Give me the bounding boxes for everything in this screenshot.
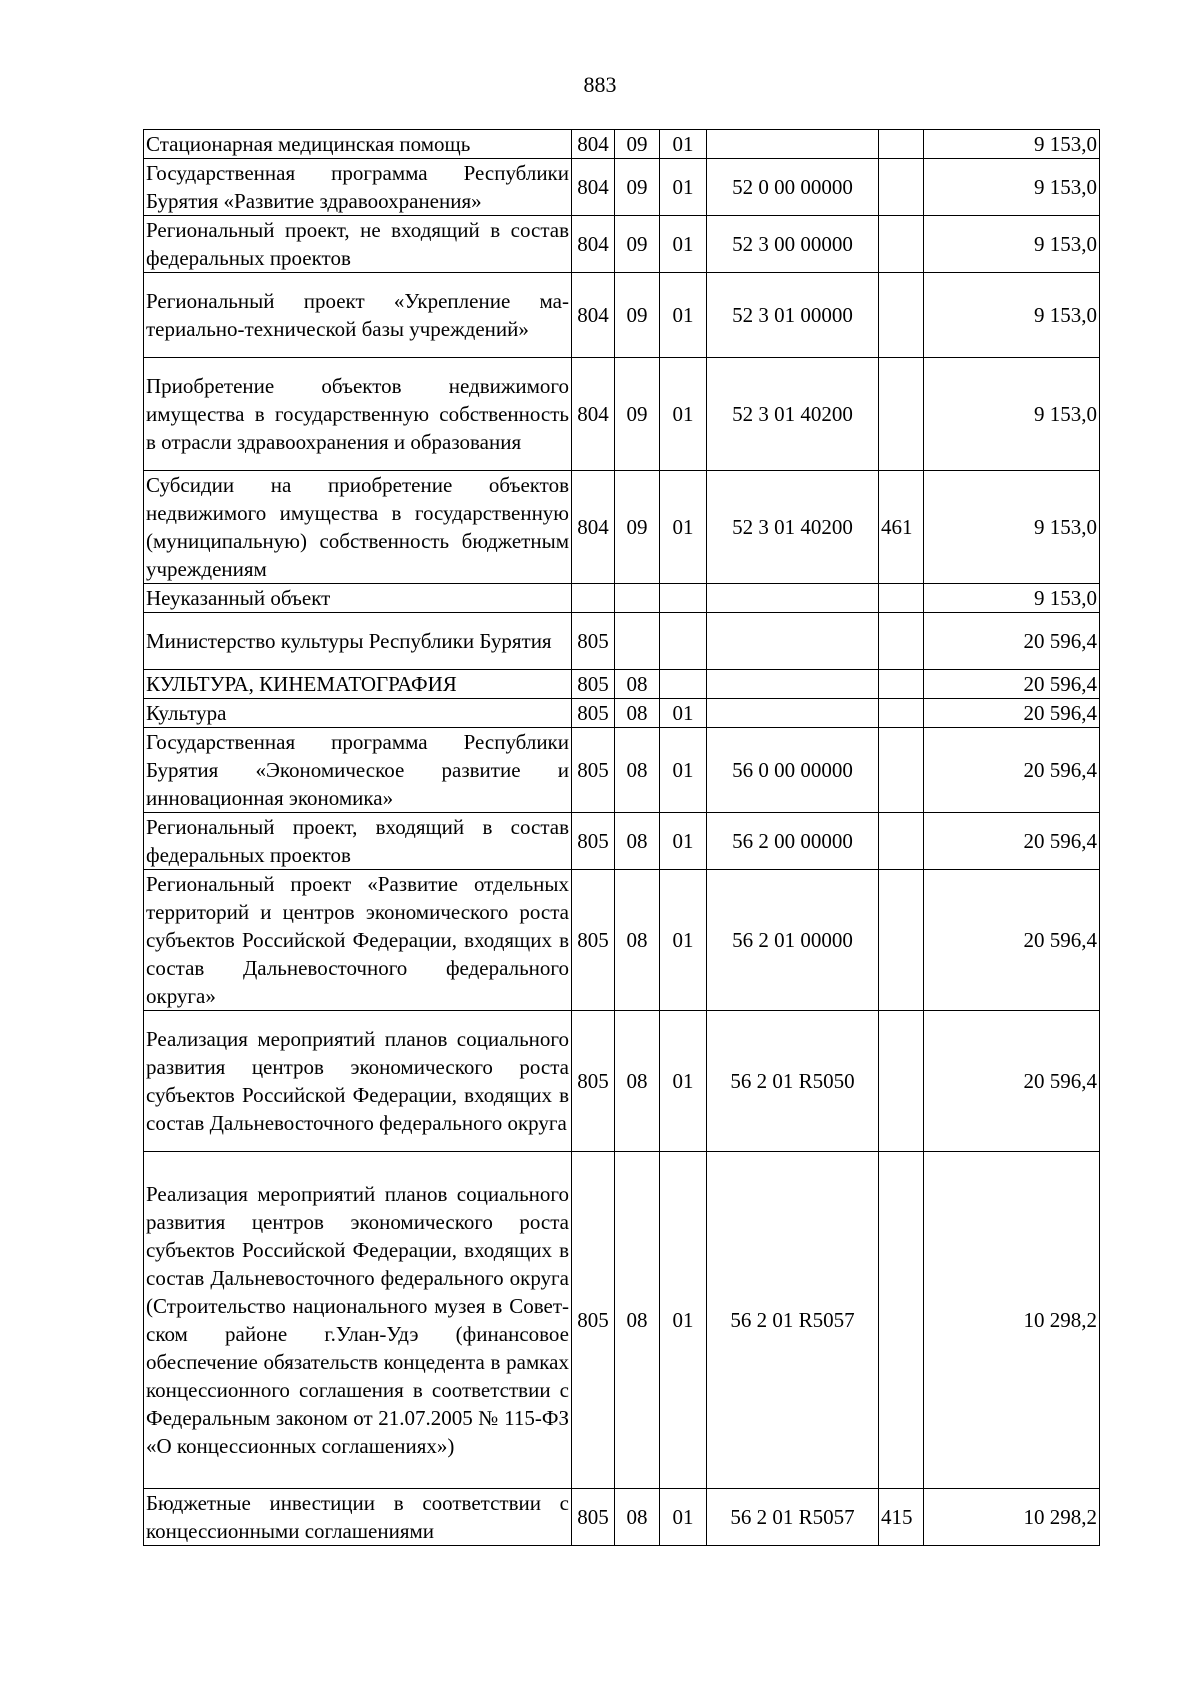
table-row (144, 613, 1100, 670)
amount: 10 298,2 (924, 1152, 1100, 1489)
ministry-code: 805 (572, 699, 615, 728)
ministry-code: 805 (572, 728, 615, 813)
amount: 20 596,4 (924, 813, 1100, 870)
row-name: Государственная программа Республики Бурятия «Развитие здравоохранения» (144, 159, 572, 216)
subsection-code: 01 (660, 1489, 707, 1546)
ministry-code: 805 (572, 1011, 615, 1152)
amount: 20 596,4 (924, 613, 1100, 670)
expense-kind (879, 670, 924, 699)
row-name: Стационарная медицинская помощь (144, 130, 572, 159)
ministry-code (572, 584, 615, 613)
section-code: 08 (615, 870, 660, 1011)
expense-kind (879, 1011, 924, 1152)
expense-kind: 461 (879, 471, 924, 584)
row-name: Бюджетные инвестиции в соответствии с концессионными соглашениями (144, 1489, 572, 1546)
table-row (144, 358, 1100, 471)
table-row (144, 273, 1100, 358)
budget-table-body (144, 130, 1100, 1546)
subsection-code (660, 613, 707, 670)
table-row (144, 728, 1100, 813)
target-article (707, 584, 879, 613)
row-name: Приобретение объектов недвижимого имущества в государственную собственность в отрасли здравоохранения и образования (144, 358, 572, 471)
target-article: 56 2 01 00000 (707, 870, 879, 1011)
amount: 20 596,4 (924, 670, 1100, 699)
page-number: 883 (583, 72, 617, 97)
amount: 20 596,4 (924, 1011, 1100, 1152)
expense-kind (879, 699, 924, 728)
budget-table (143, 129, 1100, 1546)
table-row (144, 159, 1100, 216)
target-article (707, 670, 879, 699)
target-article: 56 2 00 00000 (707, 813, 879, 870)
section-code: 08 (615, 728, 660, 813)
subsection-code: 01 (660, 813, 707, 870)
amount: 9 153,0 (924, 130, 1100, 159)
row-name: КУЛЬТУРА, КИНЕМАТОГРАФИЯ (144, 670, 572, 699)
expense-kind (879, 358, 924, 471)
amount: 10 298,2 (924, 1489, 1100, 1546)
expense-kind (879, 870, 924, 1011)
subsection-code: 01 (660, 471, 707, 584)
table-row (144, 584, 1100, 613)
subsection-code: 01 (660, 1152, 707, 1489)
row-name: Государственная программа Республики Бурятия «Экономическое развитие и инновационная экономика» (144, 728, 572, 813)
section-code (615, 584, 660, 613)
ministry-code: 805 (572, 1489, 615, 1546)
section-code: 08 (615, 813, 660, 870)
row-name: Субсидии на приобретение объектов недвижимого имущества в государственную (муниципальную) собственность бюджетным учреждениям (144, 471, 572, 584)
expense-kind (879, 728, 924, 813)
expense-kind (879, 216, 924, 273)
ministry-code: 805 (572, 870, 615, 1011)
subsection-code (660, 584, 707, 613)
target-article: 56 0 00 00000 (707, 728, 879, 813)
row-name: Региональный проект «Развитие отдельных территорий и центров экономического роста субъектов Российской Федерации, входящих в состав Дальневосточного федерального округа» (144, 870, 572, 1011)
section-code: 08 (615, 1489, 660, 1546)
target-article: 52 3 01 00000 (707, 273, 879, 358)
table-row (144, 670, 1100, 699)
target-article: 56 2 01 R5057 (707, 1489, 879, 1546)
target-article: 52 3 01 40200 (707, 471, 879, 584)
row-name: Реализация мероприятий планов социального развития центров экономического роста субъектов Российской Федерации, входящих в состав Дальневосточного федерального округа (Строительство национального музея в Советском районе г.Улан-Удэ (финансовое обеспечение обязательств концедента в рамках концессионного соглашения в соответствии с Федеральным законом от 21.07.2005 № 115-ФЗ «О концессионных соглашениях») (144, 1152, 572, 1489)
target-article: 52 0 00 00000 (707, 159, 879, 216)
ministry-code: 804 (572, 273, 615, 358)
subsection-code: 01 (660, 728, 707, 813)
section-code: 08 (615, 1152, 660, 1489)
expense-kind (879, 130, 924, 159)
table-row (144, 1489, 1100, 1546)
row-name: Региональный проект «Укрепление материально-технической базы учреждений» (144, 273, 572, 358)
table-row (144, 1152, 1100, 1489)
table-row (144, 699, 1100, 728)
ministry-code: 804 (572, 471, 615, 584)
row-name: Региональный проект, не входящий в состав федеральных проектов (144, 216, 572, 273)
ministry-code: 805 (572, 613, 615, 670)
expense-kind (879, 813, 924, 870)
row-name: Министерство культуры Республики Бурятия (144, 613, 572, 670)
amount: 20 596,4 (924, 870, 1100, 1011)
subsection-code: 01 (660, 130, 707, 159)
ministry-code: 805 (572, 670, 615, 699)
table-row (144, 813, 1100, 870)
table-row (144, 216, 1100, 273)
ministry-code: 805 (572, 813, 615, 870)
expense-kind (879, 613, 924, 670)
ministry-code: 804 (572, 130, 615, 159)
ministry-code: 804 (572, 216, 615, 273)
amount: 9 153,0 (924, 584, 1100, 613)
amount: 9 153,0 (924, 358, 1100, 471)
subsection-code: 01 (660, 273, 707, 358)
target-article (707, 613, 879, 670)
section-code: 08 (615, 1011, 660, 1152)
amount: 20 596,4 (924, 728, 1100, 813)
section-code: 09 (615, 159, 660, 216)
subsection-code: 01 (660, 699, 707, 728)
section-code: 09 (615, 471, 660, 584)
subsection-code: 01 (660, 216, 707, 273)
row-name: Региональный проект, входящий в состав федеральных проектов (144, 813, 572, 870)
section-code: 09 (615, 130, 660, 159)
row-name: Реализация мероприятий планов социального развития центров экономического роста субъектов Российской Федерации, входящих в состав Дальневосточного федерального округа (144, 1011, 572, 1152)
section-code: 09 (615, 358, 660, 471)
amount: 9 153,0 (924, 273, 1100, 358)
table-row (144, 870, 1100, 1011)
table-row (144, 130, 1100, 159)
target-article: 52 3 01 40200 (707, 358, 879, 471)
expense-kind: 415 (879, 1489, 924, 1546)
expense-kind (879, 1152, 924, 1489)
section-code: 08 (615, 699, 660, 728)
ministry-code: 804 (572, 358, 615, 471)
section-code: 09 (615, 273, 660, 358)
target-article: 56 2 01 R5057 (707, 1152, 879, 1489)
row-name: Неуказанный объект (144, 584, 572, 613)
subsection-code: 01 (660, 358, 707, 471)
target-article (707, 130, 879, 159)
subsection-code: 01 (660, 1011, 707, 1152)
subsection-code: 01 (660, 159, 707, 216)
table-row (144, 1011, 1100, 1152)
expense-kind (879, 159, 924, 216)
expense-kind (879, 584, 924, 613)
amount: 20 596,4 (924, 699, 1100, 728)
subsection-code: 01 (660, 870, 707, 1011)
target-article: 56 2 01 R5050 (707, 1011, 879, 1152)
target-article (707, 699, 879, 728)
subsection-code (660, 670, 707, 699)
section-code: 09 (615, 216, 660, 273)
expense-kind (879, 273, 924, 358)
ministry-code: 804 (572, 159, 615, 216)
ministry-code: 805 (572, 1152, 615, 1489)
row-name: Культура (144, 699, 572, 728)
table-row (144, 471, 1100, 584)
section-code (615, 613, 660, 670)
amount: 9 153,0 (924, 471, 1100, 584)
section-code: 08 (615, 670, 660, 699)
amount: 9 153,0 (924, 216, 1100, 273)
amount: 9 153,0 (924, 159, 1100, 216)
target-article: 52 3 00 00000 (707, 216, 879, 273)
